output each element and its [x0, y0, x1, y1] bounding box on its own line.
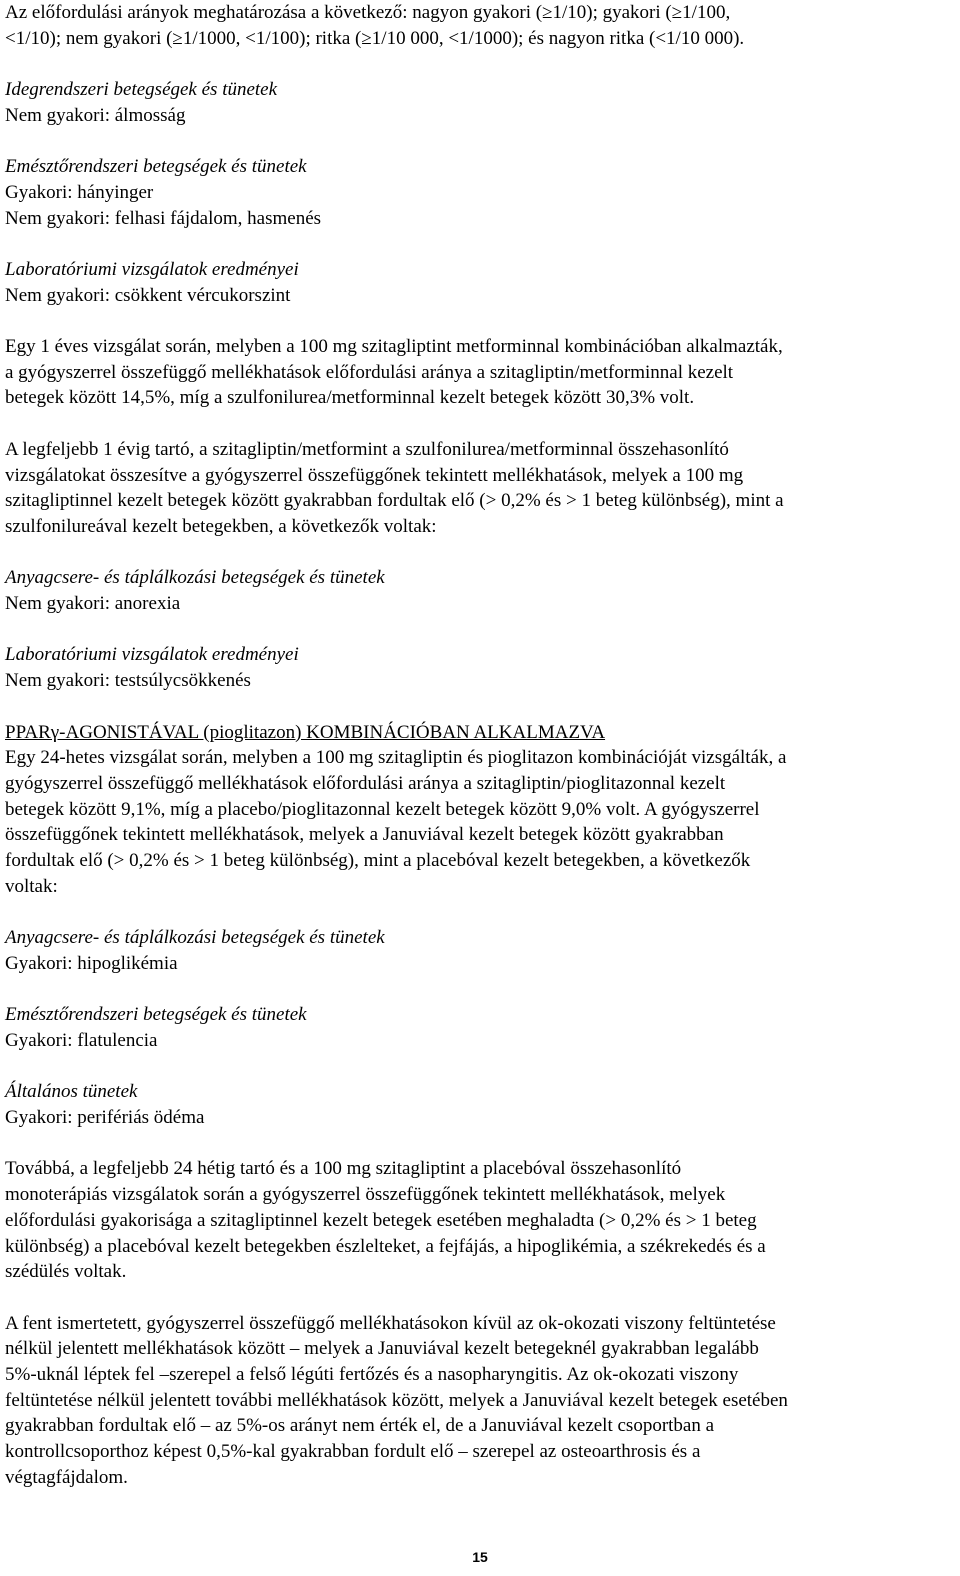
- text-line: Egy 1 éves vizsgálat során, melyben a 100 mg szitagliptint metforminnal kombinációban alkalmazták,: [5, 336, 783, 358]
- page-number: 15: [472, 1549, 488, 1565]
- frequency-item: Nem gyakori: felhasi fájdalom, hasmenés: [5, 207, 322, 229]
- spacer: [5, 899, 955, 925]
- text-line: A legfeljebb 1 évig tartó, a szitagliptin/metformint a szulfonilurea/metforminnal összehasonlító: [5, 438, 729, 460]
- section-heading: PPARγ-AGONISTÁVAL (pioglitazon) KOMBINÁCIÓBAN ALKALMAZVA: [5, 721, 606, 743]
- text-line: <1/10); nem gyakori (≥1/1000, <1/100); ritka (≥1/10 000, <1/1000); és nagyon ritka (<1/10 000).: [5, 27, 745, 49]
- text-line: nélkül jelentett mellékhatások között – melyek a Januviával kezelt betegeknél gyakrabban legalább: [5, 1338, 759, 1360]
- text-line: előfordulási gyakorisága a szitagliptinnel kezelt betegek esetében meghaladta (> 0,2% és > 1 beteg: [5, 1209, 757, 1231]
- text-line: feltüntetése nélkül jelentett további mellékhatások között, melyek a Januviával kezelt betegek esetében: [5, 1389, 788, 1411]
- text-line: betegek között 9,1%, míg a placebo/pioglitazonnal kezelt betegek között 9,0% volt. A gyógyszerrel: [5, 798, 760, 820]
- text-line: összefüggőnek tekintett mellékhatások, melyek a Januviával kezelt betegek között gyakrabban: [5, 824, 724, 846]
- category-heading: Emésztőrendszeri betegségek és tünetek: [5, 1004, 307, 1026]
- frequency-item: Gyakori: hipoglikémia: [5, 952, 178, 974]
- document-page: [5, 0, 955, 1491]
- text-line: monoterápiás vizsgálatok során a gyógyszerrel összefüggőnek tekintett mellékhatások, melyek: [5, 1184, 726, 1206]
- text-line: 5%-uknál léptek fel –szerepel a felső légúti fertőzés és a nasopharyngitis. Az ok-okozati viszony: [5, 1364, 739, 1386]
- frequency-item: Nem gyakori: anorexia: [5, 593, 181, 615]
- text-line: végtagfájdalom.: [5, 1466, 128, 1488]
- text-line: kontrollcsoporthoz képest 0,5%-kal gyakrabban fordult elő – szerepel az osteoarthrosis és a: [5, 1441, 701, 1463]
- text-line: különbség) a placebóval kezelt betegekben észlelteket, a fejfájás, a hipoglikémia, a székrekedés és a: [5, 1235, 766, 1257]
- category-heading: Emésztőrendszeri betegségek és tünetek: [5, 156, 307, 178]
- category-heading: Idegrendszeri betegségek és tünetek: [5, 79, 278, 101]
- text-line: vizsgálatokat összesítve a gyógyszerrel összefüggőnek tekintett mellékhatások, melyek a 100 mg: [5, 464, 744, 486]
- text-line: gyakrabban fordultak elő – az 5%-os arányt nem érték el, de a Januviával kezelt csoportban a: [5, 1415, 715, 1437]
- spacer: [5, 308, 955, 334]
- text-line: szédülés voltak.: [5, 1261, 127, 1283]
- spacer: [5, 977, 955, 1003]
- text-line: voltak:: [5, 875, 58, 897]
- frequency-item: Gyakori: flatulencia: [5, 1029, 158, 1051]
- other-effects-paragraph: [5, 1311, 955, 1491]
- category-group: [5, 257, 955, 308]
- spacer: [5, 617, 955, 643]
- category-heading: Anyagcsere- és táplálkozási betegségek és tünetek: [5, 927, 385, 949]
- spacer: [5, 51, 955, 77]
- text-line: Egy 24-hetes vizsgálat során, melyben a 100 mg szitagliptin és pioglitazon kombinációját vizsgálták, a: [5, 747, 787, 769]
- frequency-item: Nem gyakori: csökkent vércukorszint: [5, 284, 291, 306]
- category-heading: Laboratóriumi vizsgálatok eredményei: [5, 258, 299, 280]
- text-line: szitagliptinnel kezelt betegek között gyakrabban fordultak elő (> 0,2% és > 1 beteg különbség), mint a: [5, 490, 784, 512]
- category-group: [5, 642, 955, 693]
- category-group: [5, 1079, 955, 1130]
- frequency-item: Gyakori: hányinger: [5, 181, 154, 203]
- category-group: [5, 925, 955, 976]
- metformin-paragraph: [5, 334, 955, 411]
- category-heading: Anyagcsere- és táplálkozási betegségek és tünetek: [5, 567, 385, 589]
- ppar-section: [5, 720, 955, 900]
- text-line: gyógyszerrel összefüggő mellékhatások előfordulási aránya a szitagliptin/pioglitazonnal kezelt: [5, 772, 726, 794]
- text-line: Továbbá, a legfeljebb 24 hétig tartó és a 100 mg szitagliptint a placebóval összehasonlító: [5, 1158, 682, 1180]
- text-line: betegek között 14,5%, míg a szulfonilurea/metforminnal kezelt betegek között 30,3% volt.: [5, 387, 695, 409]
- intro-paragraph: [5, 0, 955, 51]
- category-heading: Általános tünetek: [5, 1081, 138, 1103]
- category-group: [5, 77, 955, 128]
- text-line: fordultak elő (> 0,2% és > 1 beteg különbség), mint a placebóval kezelt betegekben, a következők: [5, 850, 751, 872]
- category-group: [5, 565, 955, 616]
- sulfonylurea-paragraph: [5, 437, 955, 540]
- text-line: Az előfordulási arányok meghatározása a következő: nagyon gyakori (≥1/10); gyakori (≥1/100,: [5, 2, 731, 23]
- text-line: a gyógyszerrel összefüggő mellékhatások előfordulási aránya a szitagliptin/metforminnal kezelt: [5, 361, 734, 383]
- frequency-item: Nem gyakori: álmosság: [5, 104, 186, 126]
- spacer: [5, 231, 955, 257]
- frequency-item: Nem gyakori: testsúlycsökkenés: [5, 670, 251, 692]
- category-heading: Laboratóriumi vizsgálatok eredményei: [5, 644, 299, 666]
- spacer: [5, 1054, 955, 1080]
- spacer: [5, 411, 955, 437]
- frequency-item: Gyakori: perifériás ödéma: [5, 1107, 205, 1129]
- spacer: [5, 129, 955, 155]
- monotherapy-paragraph: [5, 1156, 955, 1285]
- spacer: [5, 540, 955, 566]
- text-line: A fent ismertetett, gyógyszerrel összefüggő mellékhatásokon kívül az ok-okozati viszony feltüntetése: [5, 1312, 776, 1334]
- spacer: [5, 694, 955, 720]
- category-group: [5, 154, 955, 231]
- spacer: [5, 1285, 955, 1311]
- category-group: [5, 1002, 955, 1053]
- spacer: [5, 1131, 955, 1157]
- text-line: szulfonilureával kezelt betegekben, a következők voltak:: [5, 515, 437, 537]
